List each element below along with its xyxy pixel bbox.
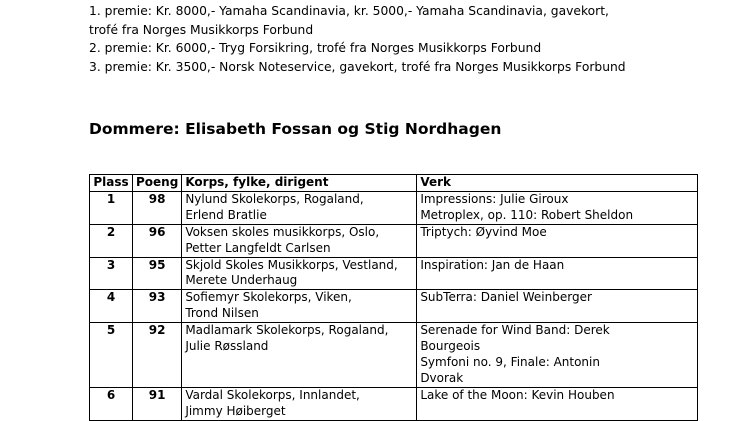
header-poeng: Poeng [133,175,182,192]
table-row [90,290,698,323]
korps-line: Nylund Skolekorps, Rogaland, [185,191,364,206]
cell-poeng: 95 [133,257,182,290]
prize-list [89,2,729,76]
verk-line: Metroplex, op. 110: Robert Sheldon [420,207,634,222]
header-korps: Korps, fylke, dirigent [182,175,417,192]
korps-line: Merete Underhaug [185,273,298,288]
header-plass: Plass [90,175,133,192]
verk-line: Dvorak [420,370,464,385]
cell-verk [417,387,698,420]
korps-line: Trond Nilsen [185,306,259,321]
cell-verk [417,257,698,290]
verk-line: Inspiration: Jan de Haan [420,257,565,272]
cell-verk [417,290,698,323]
korps-line: Jimmy Høiberget [185,403,286,418]
cell-verk [417,191,698,224]
verk-line: Triptych: Øyvind Moe [420,224,547,239]
cell-poeng: 93 [133,290,182,323]
korps-line: Julie Røssland [185,339,269,354]
prize-line-2: 2. premie: Kr. 6000,- Tryg Forsikring, trofé fra Norges Musikkorps Forbund [89,41,542,56]
korps-line: Sofiemyr Skolekorps, Viken, [185,290,352,305]
cell-korps [182,257,417,290]
table-row [90,191,698,224]
cell-korps [182,290,417,323]
cell-plass: 1 [90,191,133,224]
results-table [89,174,698,421]
verk-line: Bourgeois [420,339,481,354]
cell-plass: 5 [90,323,133,388]
korps-line: Vardal Skolekorps, Innlandet, [185,387,360,402]
table-row [90,257,698,290]
header-verk: Verk [417,175,698,192]
korps-line: Erlend Bratlie [185,207,267,222]
table-row [90,224,698,257]
table-row [90,387,698,420]
korps-line: Madlamark Skolekorps, Rogaland, [185,323,389,338]
cell-poeng: 91 [133,387,182,420]
cell-korps [182,387,417,420]
prize-line-1-cont: trofé fra Norges Musikkorps Forbund [89,22,314,37]
table-header-row [90,175,698,192]
korps-line: Petter Langfeldt Carlsen [185,240,331,255]
cell-korps [182,323,417,388]
korps-line: Voksen skoles musikkorps, Oslo, [185,224,380,239]
cell-korps [182,224,417,257]
cell-plass: 6 [90,387,133,420]
verk-line: Lake of the Moon: Kevin Houben [420,387,615,402]
cell-verk [417,224,698,257]
cell-plass: 4 [90,290,133,323]
prize-line-3: 3. premie: Kr. 3500,- Norsk Noteservice, gavekort, trofé fra Norges Musikkorps Forbund [89,59,626,74]
table-row [90,323,698,388]
cell-korps [182,191,417,224]
cell-poeng: 96 [133,224,182,257]
cell-poeng: 98 [133,191,182,224]
verk-line: Impressions: Julie Giroux [420,191,569,206]
prize-line-1: 1. premie: Kr. 8000,- Yamaha Scandinavia, kr. 5000,- Yamaha Scandinavia, gavekort, [89,4,609,18]
verk-line: Symfoni no. 9, Finale: Antonin [420,354,600,369]
korps-line: Skjold Skoles Musikkorps, Vestland, [185,257,398,272]
cell-plass: 3 [90,257,133,290]
judges-heading: Dommere: Elisabeth Fossan og Stig Nordhagen [89,120,502,138]
cell-verk [417,323,698,388]
verk-line: SubTerra: Daniel Weinberger [420,290,592,305]
cell-poeng: 92 [133,323,182,388]
cell-plass: 2 [90,224,133,257]
verk-line: Serenade for Wind Band: Derek [420,323,610,338]
